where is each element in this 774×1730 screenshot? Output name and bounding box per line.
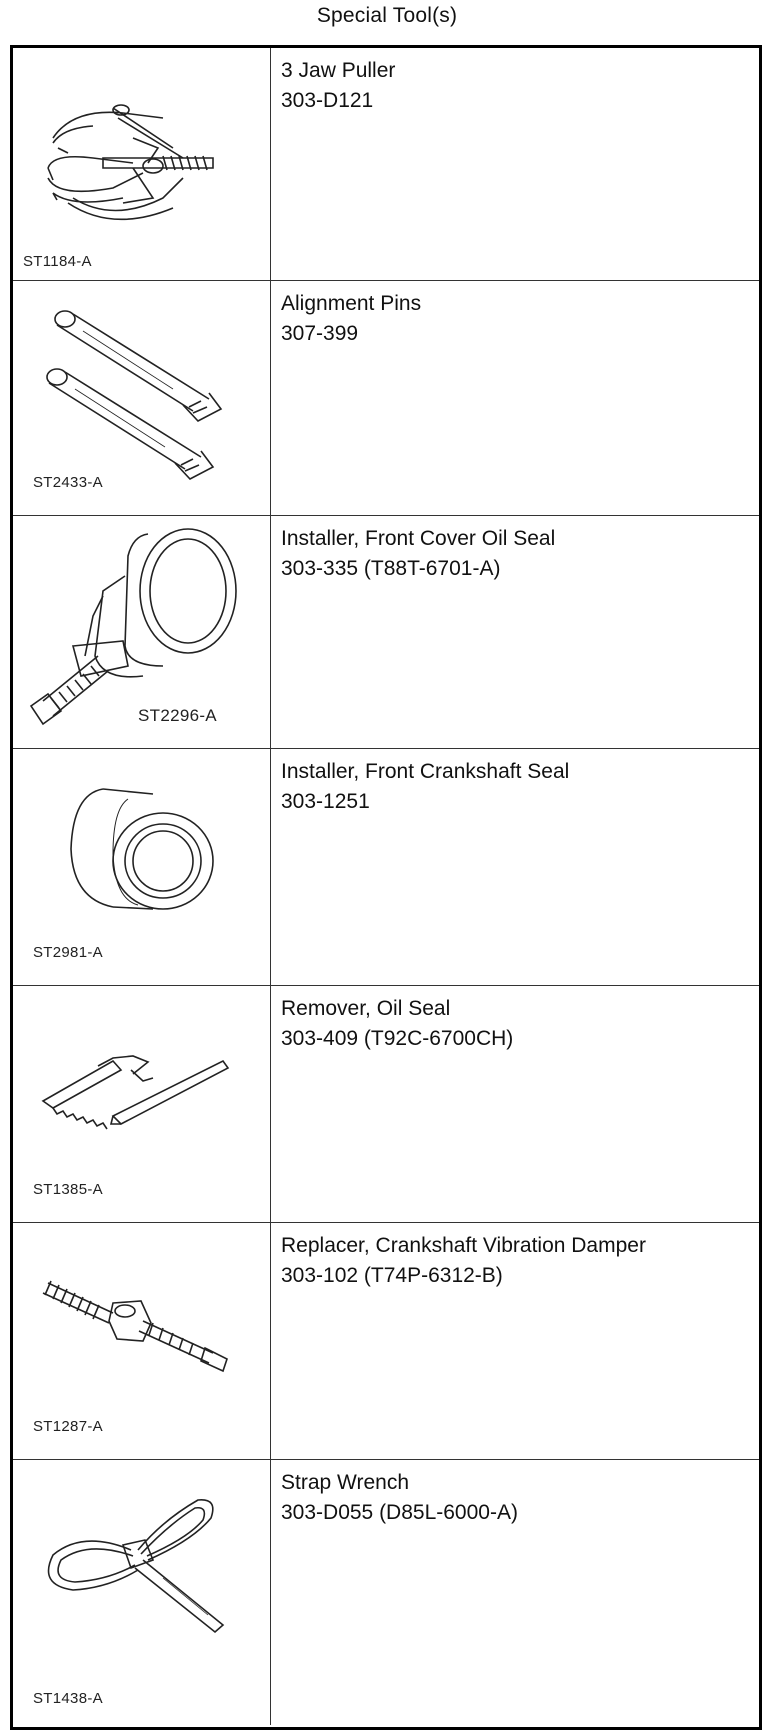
tool-number: 307-399 — [281, 322, 359, 345]
strap-wrench-icon — [13, 1460, 271, 1724]
tool-number: 303-D055 (D85L-6000-A) — [281, 1501, 518, 1524]
tool-image-cell — [13, 516, 271, 748]
tool-description — [281, 757, 751, 817]
tool-row — [13, 1223, 759, 1460]
tool-description — [281, 1231, 751, 1291]
tool-name: 3 Jaw Puller — [281, 59, 396, 82]
tool-number: 303-D121 — [281, 89, 374, 112]
tool-description — [281, 1468, 751, 1528]
tool-name: Alignment Pins — [281, 292, 422, 315]
tool-row — [13, 48, 759, 281]
tool-name: Installer, Front Cover Oil Seal — [281, 527, 556, 550]
tool-code: ST1287-A — [33, 1418, 103, 1435]
tool-name: Strap Wrench — [281, 1471, 409, 1494]
tool-name: Replacer, Crankshaft Vibration Damper — [281, 1234, 646, 1257]
tool-number: 303-102 (T74P-6312-B) — [281, 1264, 503, 1287]
tool-row — [13, 986, 759, 1223]
tool-name: Remover, Oil Seal — [281, 997, 451, 1020]
tool-description — [281, 289, 751, 349]
tool-code: ST1438-A — [33, 1690, 103, 1707]
tool-image-cell — [13, 1223, 271, 1459]
tool-image-cell — [13, 749, 271, 985]
tool-number: 303-409 (T92C-6700CH) — [281, 1027, 514, 1050]
tool-code: ST2296-A — [138, 706, 217, 725]
tool-code: ST2433-A — [33, 474, 103, 491]
tool-image-cell — [13, 281, 271, 515]
tool-code: ST1184-A — [23, 253, 92, 270]
tool-name: Installer, Front Crankshaft Seal — [281, 760, 570, 783]
tool-description — [281, 994, 751, 1054]
page-title: Special Tool(s) — [316, 4, 458, 27]
tool-row — [13, 516, 759, 749]
tool-image-cell — [13, 48, 271, 280]
tool-row — [13, 1460, 759, 1725]
tool-row — [13, 281, 759, 516]
tool-description — [281, 56, 751, 116]
tool-number: 303-1251 — [281, 790, 370, 813]
jaw-puller-icon — [13, 48, 271, 280]
tool-number: 303-335 (T88T-6701-A) — [281, 557, 501, 580]
special-tools-table — [10, 45, 762, 1730]
tool-description — [281, 524, 751, 584]
tool-code: ST2981-A — [33, 944, 103, 961]
tool-image-cell — [13, 1460, 271, 1725]
tool-image-cell — [13, 986, 271, 1222]
tool-row — [13, 749, 759, 986]
tool-code: ST1385-A — [33, 1181, 103, 1198]
